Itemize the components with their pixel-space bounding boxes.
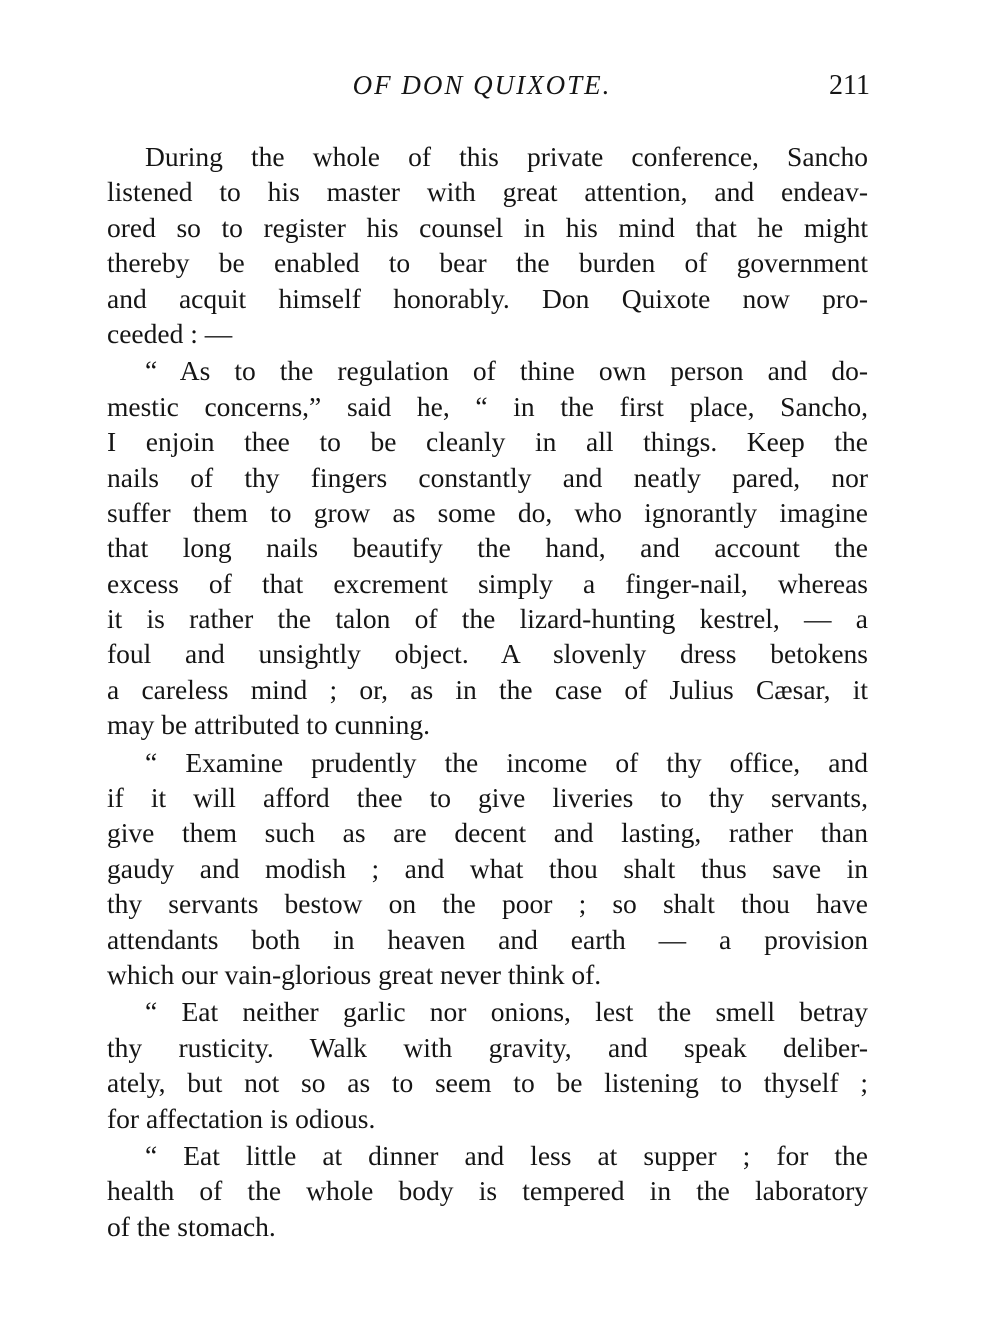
text-line: health of the whole body is tempered in the laboratory — [107, 1175, 868, 1207]
text-line: I enjoin thee to be cleanly in all things. Keep the — [107, 426, 868, 458]
text-line: a careless mind ; or, as in the case of Julius Cæsar, it — [107, 673, 868, 705]
paragraph — [107, 994, 868, 1136]
text-line: During the whole of this private conference, Sancho — [145, 141, 868, 172]
paragraph — [107, 745, 868, 993]
text-line: for affectation is odious. — [107, 1102, 376, 1134]
page-body — [107, 139, 868, 1246]
text-line: “ Examine prudently the income of thy office, and — [145, 746, 868, 778]
text-line: thereby be enabled to bear the burden of government — [107, 247, 868, 279]
text-line: thy rusticity. Walk with gravity, and speak deliber- — [107, 1031, 868, 1063]
text-line: it is rather the talon of the lizard-hunting kestrel, — a — [107, 603, 868, 635]
text-line: thy servants bestow on the poor ; so shalt thou have — [107, 888, 868, 920]
paragraph — [107, 139, 868, 351]
text-line: “ Eat neither garlic nor onions, lest the smell betray — [145, 996, 868, 1028]
text-line: ored so to register his counsel in his mind that he might — [107, 211, 868, 243]
text-line: which our vain-glorious great never think of. — [107, 958, 602, 990]
text-line: “ Eat little at dinner and less at supper ; for the — [145, 1139, 868, 1171]
text-line: ceeded : — — [107, 317, 233, 349]
paragraph — [107, 353, 868, 742]
text-line: and acquit himself honorably. Don Quixote now pro- — [107, 282, 868, 314]
text-line: excess of that excrement simply a finger-nail, whereas — [107, 567, 868, 599]
text-line: foul and unsightly object. A slovenly dress betokens — [107, 638, 868, 670]
text-line: mestic concerns,” said he, “ in the first place, Sancho, — [107, 390, 868, 422]
text-line: of the stomach. — [107, 1210, 276, 1242]
text-line: listened to his master with great attention, and endeav- — [107, 176, 868, 208]
text-line: give them such as are decent and lasting, rather than — [107, 817, 868, 849]
text-line: gaudy and modish ; and what thou shalt thus save in — [107, 852, 868, 884]
text-line: that long nails beautify the hand, and account the — [107, 532, 868, 564]
paragraph — [107, 1138, 868, 1244]
text-line: may be attributed to cunning. — [107, 709, 431, 741]
text-line: attendants both in heaven and earth — a provision — [107, 923, 868, 955]
text-line: ately, but not so as to seem to be listening to thyself ; — [107, 1067, 868, 1099]
text-line: if it will afford thee to give liveries to thy servants, — [107, 782, 868, 814]
running-title: OF DON QUIXOTE. — [352, 70, 612, 100]
text-line: “ As to the regulation of thine own person and do- — [145, 355, 868, 387]
page-header — [107, 70, 870, 110]
text-line: suffer them to grow as some do, who ignorantly imagine — [107, 496, 868, 528]
page-number: 211 — [829, 70, 870, 101]
text-line: nails of thy fingers constantly and neatly pared, nor — [107, 461, 868, 493]
